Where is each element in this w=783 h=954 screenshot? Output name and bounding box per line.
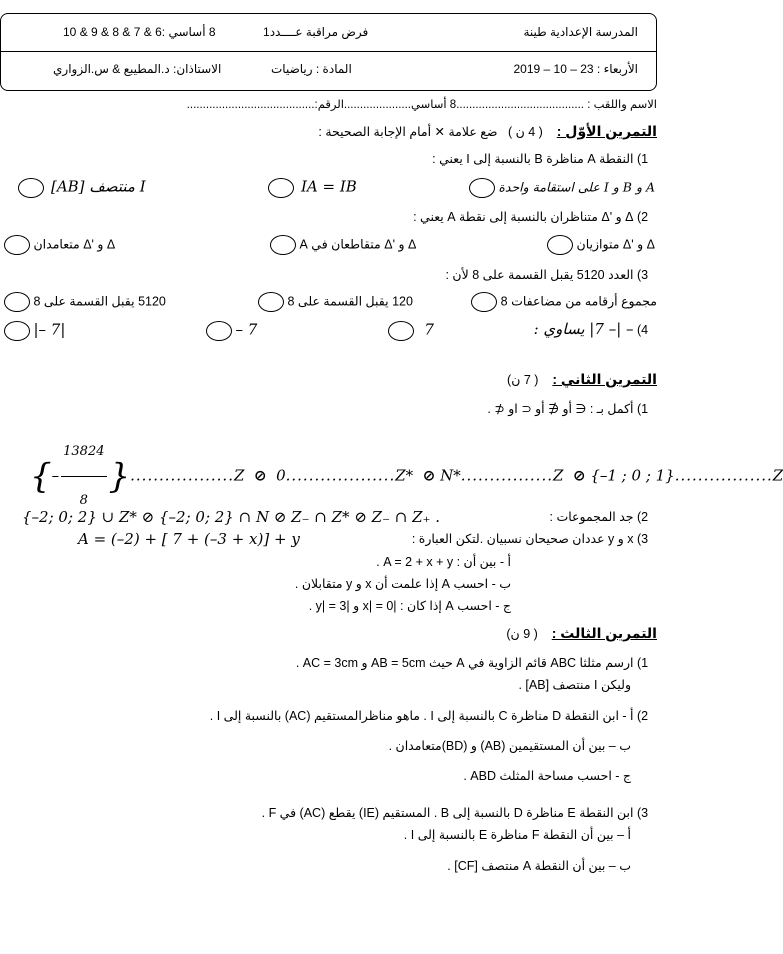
ex3-q2-part-a: أ - ابن النقطة D مناظرة C بالنسبة إلى I . ماهو مناظرالمستقيم (AC) بالنسبة إلى I . bbox=[209, 709, 634, 723]
classes: 8 أساسي :6 & 7 & 8 & 9 & 10 bbox=[63, 25, 216, 39]
ex2-q3 bbox=[0, 531, 661, 549]
answer-circle[interactable] bbox=[547, 235, 573, 255]
exam-title: فرض مراقبة عــــدد1 bbox=[263, 25, 369, 39]
ex1-q2-option-b-text: Δ و 'Δ متقاطعان في A bbox=[299, 237, 417, 252]
ex1-q3-option-c[interactable] bbox=[4, 292, 166, 312]
ex1-q2-num: 2) bbox=[637, 210, 649, 224]
teachers: الاستاذان: د.المطيبع & س.الزواري bbox=[53, 62, 222, 76]
ex1-q2-text: Δ و 'Δ متناظران بالنسبة إلى نقطة A يعني : bbox=[413, 210, 634, 224]
ex1-q2-option-a[interactable] bbox=[547, 235, 655, 255]
ex1-q1-option-b[interactable] bbox=[268, 178, 357, 198]
answer-circle[interactable] bbox=[206, 321, 232, 341]
ex3-q1-num: 1) bbox=[637, 656, 649, 670]
ex2-q2-text: جد المجموعات : bbox=[549, 510, 634, 524]
ex1-q1-option-a[interactable] bbox=[469, 178, 655, 198]
class-label: 8 أساسي bbox=[411, 99, 457, 111]
ex1-q2-option-b[interactable] bbox=[270, 235, 416, 255]
ex2-q3-num: 3) bbox=[637, 532, 649, 546]
ex1-q2-option-a-text: Δ و 'Δ متوازيان bbox=[576, 237, 655, 252]
ex3-heading bbox=[506, 625, 657, 642]
answer-circle[interactable] bbox=[469, 178, 495, 198]
ex1-q1-option-c[interactable] bbox=[18, 178, 146, 198]
ex3-q3-part-b: ب – بين أن النقطة A منتصف [CF] . bbox=[447, 859, 631, 873]
ex2-q2 bbox=[0, 509, 661, 527]
ex2-q1-expression: {– $\frac{13824}{8}$ }..................Z ⊘ 0...................Z* ⊘ N*................Z ⊘ {–1 ; 0 ; 1}.................Z bbox=[30, 428, 783, 476]
ex1-q4-option-a-text: 7 bbox=[424, 320, 434, 339]
ex3-q2-part-c: ج - احسب مساحة المثلث ABD . bbox=[463, 769, 631, 783]
set-list: {–1 ; 0 ; 1} bbox=[590, 466, 675, 485]
set-Nstar: N* bbox=[440, 466, 461, 485]
ex3-points: ( 9 ن) bbox=[506, 627, 538, 641]
ex1-q2-option-c-text: Δ و 'Δ متعامدان bbox=[33, 237, 116, 252]
ex1-q3-option-c-text: 5120 يقبل القسمة على 8 bbox=[33, 294, 166, 309]
ex3-q1-sub: وليكن I منتصف [AB] . bbox=[518, 678, 631, 692]
ex1-q4-text: – |– 7| يساوي : bbox=[533, 320, 634, 338]
ex1-q1-text: النقطة A مناظرة B بالنسبة إلى I يعني : bbox=[432, 152, 634, 166]
answer-circle[interactable] bbox=[4, 321, 30, 341]
set-Z: Z bbox=[233, 466, 245, 485]
header-divider bbox=[1, 51, 656, 52]
ex3-q3-num: 3) bbox=[637, 806, 649, 820]
ex2-q1-num: 1) bbox=[637, 402, 649, 416]
ex1-q4-num: 4) bbox=[637, 323, 649, 337]
ex3-q1 bbox=[296, 655, 657, 671]
ex2-heading bbox=[507, 371, 657, 388]
ex2-q3-text: x و y عددان صحيحان نسبيان .لتكن العبارة : bbox=[411, 532, 634, 546]
ex1-q3-option-b-text: 120 يقبل القسمة على 8 bbox=[287, 294, 413, 309]
answer-circle[interactable] bbox=[270, 235, 296, 255]
ex1-q1-options bbox=[0, 178, 661, 202]
answer-circle[interactable] bbox=[258, 292, 284, 312]
header-box bbox=[0, 13, 657, 91]
ex3-q2-num: 2) bbox=[637, 709, 649, 723]
subject: المادة : رياضيات bbox=[271, 62, 352, 76]
ex3-q3 bbox=[262, 805, 657, 821]
ex1-q3-option-a[interactable] bbox=[471, 292, 657, 312]
ex3-q2-part-b: ب – بين أن المستقيمين (AB) و (BD)متعامدان . bbox=[388, 739, 631, 753]
ex3-q2 bbox=[210, 708, 657, 724]
separator-icon: ⊘ bbox=[572, 466, 586, 485]
ex1-heading bbox=[318, 123, 657, 140]
ex1-points: ( 4 ن ) bbox=[507, 125, 543, 139]
ex3-q1-text: ارسم مثلثا ABC قائم الزاوية في A حيث AB = 5cm و AC = 3cm . bbox=[295, 656, 634, 670]
ex2-q3-part-b: ب - احسب A إذا علمت أن x و y متقابلان . bbox=[294, 577, 511, 591]
ex2-points: ( 7 ن) bbox=[507, 373, 539, 387]
ex1-q2 bbox=[413, 209, 657, 225]
ex2-q1 bbox=[487, 401, 657, 417]
exam-date: الأربعاء : 23 – 10 – 2019 bbox=[513, 62, 638, 76]
school-name: المدرسة الإعدادية طينة bbox=[523, 25, 638, 39]
minus-sign: – bbox=[51, 466, 60, 485]
ex2-q2-expression: {–2; 0; 2} ∪ Z* ⊘ {–2; 0; 2} ∩ N ⊘ Z₋ ∩ Z* ⊘ Z₋ ∩ Z₊ . bbox=[22, 508, 440, 526]
answer-circle[interactable] bbox=[18, 178, 44, 198]
ex2-q2-num: 2) bbox=[637, 510, 649, 524]
ex3-title: التمرين الثالث : bbox=[551, 625, 657, 641]
ex1-q4-option-a[interactable] bbox=[388, 321, 434, 341]
ex1-q1 bbox=[432, 151, 657, 167]
separator-icon: ⊘ bbox=[253, 466, 267, 485]
ex1-q3-option-a-text: مجموع أرقامه من مضاعفات 8 bbox=[500, 294, 657, 309]
fraction-denominator: 8 bbox=[79, 493, 88, 508]
set-Z: Z bbox=[772, 466, 783, 485]
ex3-q3-text: ابن النقطة E مناظرة D بالنسبة إلى B . المستقيم (IE) يقطع (AC) في F . bbox=[261, 806, 634, 820]
ex1-q4-option-c-text: |– 7| bbox=[33, 320, 66, 339]
ex1-q1-option-c-text: I منتصف [AB] bbox=[50, 177, 146, 196]
ex3-q3-part-a: أ – بين أن النقطة F مناظرة E بالنسبة إلى I . bbox=[403, 828, 631, 842]
ex1-q4 bbox=[0, 321, 661, 347]
ex1-q4-option-b-text: – 7 bbox=[235, 320, 258, 339]
separator-icon: ⊘ bbox=[422, 466, 436, 485]
ex1-q1-option-b-text: IA = IB bbox=[300, 177, 357, 196]
ex1-q1-num: 1) bbox=[637, 152, 649, 166]
ex2-title: التمرين الثاني : bbox=[552, 371, 657, 387]
ex1-q2-options bbox=[0, 235, 661, 259]
ex1-instruction: ضع علامة ✕ أمام الإجابة الصحيحة : bbox=[318, 125, 498, 139]
ex2-q3-part-a: أ - بين أن : A = 2 + x + y . bbox=[376, 555, 511, 569]
ex2-q1-text: أكمل بـ : ∈ أو ∉ أو ⊂ او ⊄ . bbox=[487, 402, 634, 416]
zero: 0 bbox=[276, 466, 286, 485]
fraction-numerator: 13824 bbox=[61, 428, 106, 477]
ex2-q3-part-c: ج - احسب A إذا كان : |x| = 0 و |y| = 3 . bbox=[308, 599, 511, 613]
answer-circle[interactable] bbox=[268, 178, 294, 198]
name-label: الاسم واللقب : bbox=[584, 99, 657, 111]
ex1-q3-num: 3) bbox=[637, 268, 649, 282]
ex1-q3-text: العدد 5120 يقبل القسمة على 8 لأن : bbox=[445, 268, 634, 282]
ex1-q4-option-c[interactable] bbox=[4, 321, 65, 341]
answer-circle[interactable] bbox=[4, 235, 30, 255]
answer-circle[interactable] bbox=[4, 292, 30, 312]
student-info-line: الاسم واللقب : ........................................8 أساسي.....................الرقم:........................................ bbox=[186, 99, 657, 111]
answer-circle[interactable] bbox=[471, 292, 497, 312]
ex1-q3-option-b[interactable] bbox=[258, 292, 413, 312]
ex1-q4-option-b[interactable] bbox=[206, 321, 257, 341]
set-Z: Z bbox=[552, 466, 564, 485]
ex1-title: التمرين الأوّل : bbox=[556, 123, 657, 139]
ex2-q3-expression: A = (–2) + [ 7 + (–3 + x)] + y bbox=[78, 530, 300, 548]
ex1-q3-options bbox=[0, 292, 661, 316]
answer-circle[interactable] bbox=[388, 321, 414, 341]
ex1-q1-option-a-text: A و B و I على استقامة واحدة bbox=[498, 179, 655, 195]
number-label: الرقم: bbox=[314, 99, 344, 111]
ex1-q3 bbox=[445, 267, 657, 283]
ex1-q2-option-c[interactable] bbox=[4, 235, 115, 255]
set-Zstar: Z* bbox=[395, 466, 414, 485]
